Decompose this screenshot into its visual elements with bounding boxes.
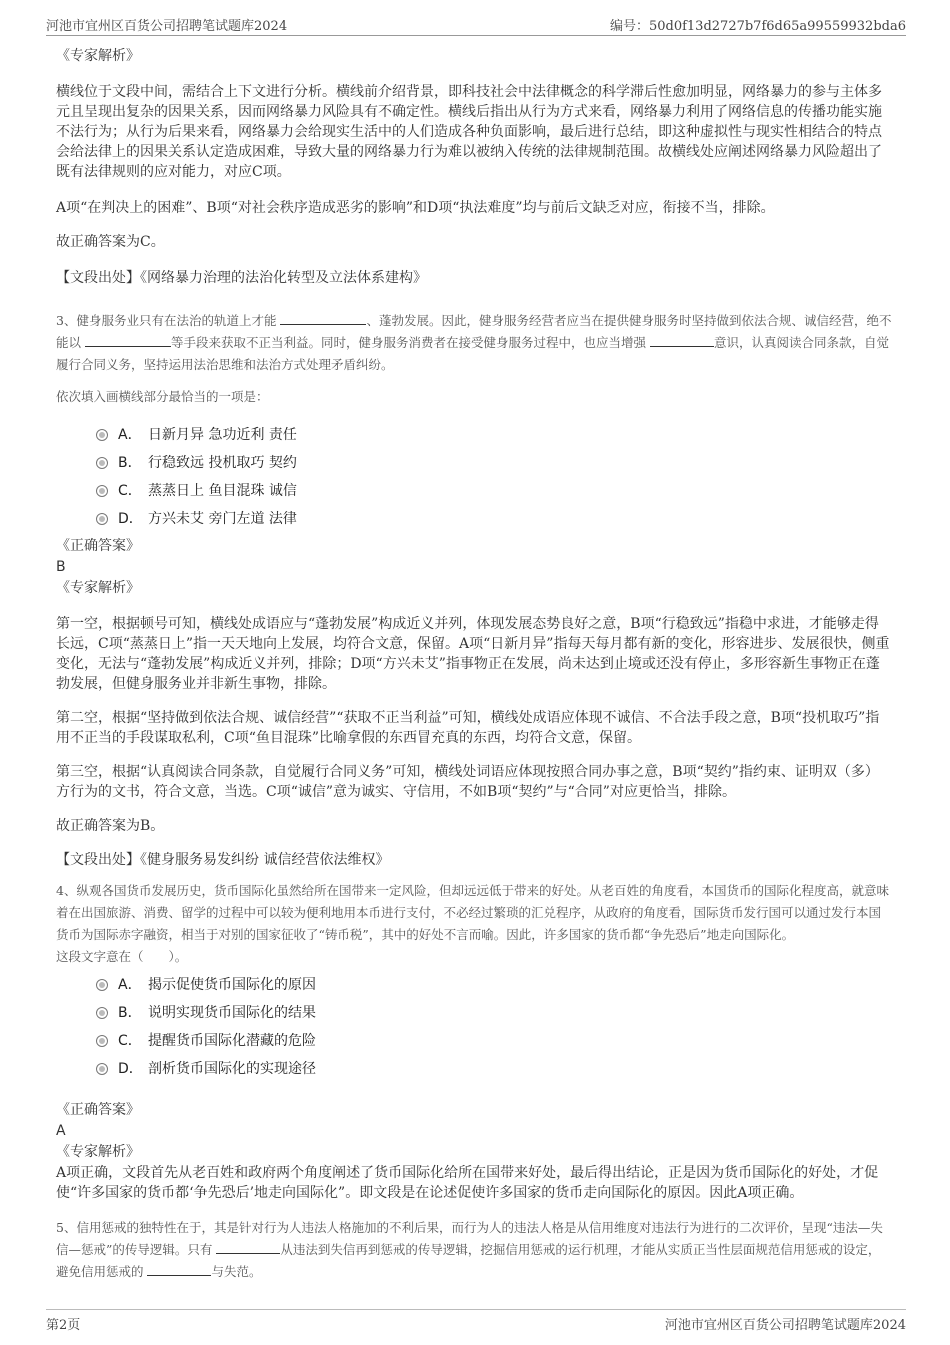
radio-button-icon[interactable] xyxy=(96,429,108,441)
analysis-paragraph: 第二空，根据“坚持做到依法合规、诚信经营”“获取不正当利益”可知，横线处成语应体现不诚信、不合法手段之意，B项“投机取巧”指用不正当的手段谋取私利，C项“鱼目混珠”比喻拿假的东西冒充真的东西，均符合文意，保留。 xyxy=(56,710,880,746)
header-title: 河池市宜州区百货公司招聘笔试题库2024 xyxy=(46,19,288,34)
header-doc-number: 编号：50d0f13d2727b7f6d65a99559932bda6 xyxy=(609,19,906,34)
blank-line xyxy=(280,311,366,325)
radio-button-icon[interactable] xyxy=(96,457,108,469)
radio-button-icon[interactable] xyxy=(96,1007,108,1019)
blank-line xyxy=(147,1262,211,1276)
analysis-paragraph: 第三空，根据“认真阅读合同条款，自觉履行合同义务”可知，横线处词语应体现按照合同办事之意，B项“契约”指约束、证明双（多）方行为的文书，符合文意，当选。C项“诚信”意为诚实、守信用，不如B项“契约”与“合同”对应更恰当，排除。 xyxy=(56,764,879,800)
answer-value: A xyxy=(56,1123,66,1139)
expert-label: 《专家解析》 xyxy=(56,580,140,596)
question-4-prompt: 这段文字意在（ ）。 xyxy=(56,949,188,964)
page-content xyxy=(56,44,892,1283)
analysis-paragraph: 第一空，根据顿号可知，横线处成语应与“蓬勃发展”构成近义并列，体现发展态势良好之意，B项“行稳致远”指稳中求进，才能够走得长远，C项“蒸蒸日上”指一天天地向上发展，均符合文意，保留。A项“日新月异”指每天每月都有新的变化，形容进步、发展很快，侧重变化，无法与“蓬勃发展”构成近义并列，排除；D项“方兴未艾”指事物正在发展，尚未达到止境或还没有停止，多形容新生事物正在蓬勃发展，但健身服务业并非新生事物，排除。 xyxy=(56,616,890,692)
option-c[interactable]: C． 提醒货币国际化潜藏的危险 xyxy=(56,1026,892,1054)
question-4-text: 4、纵观各国货币发展历史，货币国际化虽然给所在国带来一定风险，但却远远低于带来的好处。从老百姓的角度看，本国货币的国际化程度高，就意味着在出国旅游、消费、留学的过程中可以较为便利地用本币进行支付，不必经过繁琐的汇兑程序，从政府的角度看，国际货币发行国可以通过发行本国货币为国际赤字融资，相当于对别的国家征收了“铸币税”，其中的好处不言而喻。因此，许多国家的货币都“争先恐后”地走向国际化。 xyxy=(56,883,889,942)
answer-label: 《正确答案》 xyxy=(56,1102,140,1118)
radio-button-icon[interactable] xyxy=(96,513,108,525)
analysis-paragraph: A项正确，文段首先从老百姓和政府两个角度阐述了货币国际化给所在国带来好处，最后得出结论，正是因为货币国际化的好处，才促使“许多国家的货币都‘争先恐后’地走向国际化”。即文段是在论述促使许多国家的货币走向国际化的原因。因此A项正确。 xyxy=(56,1165,879,1201)
question-3-text: 3、健身服务业只有在法治的轨道上才能 、蓬勃发展。因此，健身服务经营者应当在提供健身服务时坚持做到依法合规、诚信经营，绝不能以 等手段来获取不正当利益。同时，健身服务消费者在接受健身服务过程中，也应当增强 意识，认真阅读合同条款，自觉履行合同义务，坚持运用法治思维和法治方式处理矛盾纠纷。 xyxy=(56,313,892,372)
option-a[interactable]: A． 揭示促使货币国际化的原因 xyxy=(56,970,892,998)
question-5-text: 5、信用惩戒的独特性在于，其是针对行为人违法人格施加的不利后果，而行为人的违法人格是从信用维度对违法行为进行的二次评价，呈现“违法—失信—惩戒”的传导逻辑。只有 从违法到失信再到惩戒的传导逻辑，挖掘信用惩戒的运行机理，才能从实质正当性层面规范信用惩戒的设定，避免信用惩戒的 与失范。 xyxy=(56,1220,883,1279)
answer-value: B xyxy=(56,559,66,575)
expert-label: 《专家解析》 xyxy=(56,1144,140,1160)
question-4-options xyxy=(56,970,892,1082)
page-number: 第2页 xyxy=(46,1318,81,1333)
radio-button-icon[interactable] xyxy=(96,979,108,991)
analysis-paragraph: A项“在判决上的困难”、B项“对社会秩序造成恶劣的影响”和D项“执法难度”均与前后文缺乏对应，衔接不当，排除。 xyxy=(56,200,775,216)
page-footer xyxy=(46,1309,906,1334)
option-d[interactable]: D． 方兴未艾 旁门左道 法律 xyxy=(56,504,892,532)
source-citation: 【文段出处】《网络暴力治理的法治化转型及立法体系建构》 xyxy=(56,270,427,286)
analysis-paragraph: 横线位于文段中间，需结合上下文进行分析。横线前介绍背景，即科技社会中法律概念的科学滞后性愈加明显，网络暴力的参与主体多元且呈现出复杂的因果关系，因而网络暴力风险具有不确定性。横线后指出从行为方式来看，网络暴力利用了网络信息的传播功能实施不法行为；从行为后果来看，网络暴力会给现实生活中的人们造成各种负面影响，最后进行总结，即这种虚拟性与现实性相结合的特点会给法律上的因果关系认定造成困难，导致大量的网络暴力行为难以被纳入传统的法律规制范围。故横线处应阐述网络暴力风险超出了既有法律规则的应对能力，对应C项。 xyxy=(56,84,882,180)
question-3-options xyxy=(56,420,892,532)
option-b[interactable]: B． 行稳致远 投机取巧 契约 xyxy=(56,448,892,476)
footer-title: 河池市宜州区百货公司招聘笔试题库2024 xyxy=(664,1318,906,1333)
answer-statement: 故正确答案为C。 xyxy=(56,234,165,250)
blank-line xyxy=(85,333,171,347)
blank-line xyxy=(216,1240,280,1254)
radio-button-icon[interactable] xyxy=(96,1035,108,1047)
source-citation: 【文段出处】《健身服务易发纠纷 诚信经营依法维权》 xyxy=(56,852,390,868)
question-3-prompt: 依次填入画横线部分最恰当的一项是： xyxy=(56,389,269,404)
expert-label: 《专家解析》 xyxy=(56,48,140,64)
option-b[interactable]: B． 说明实现货币国际化的结果 xyxy=(56,998,892,1026)
answer-statement: 故正确答案为B。 xyxy=(56,818,165,834)
page-header xyxy=(46,13,906,36)
blank-line xyxy=(650,333,714,347)
option-c[interactable]: C． 蒸蒸日上 鱼目混珠 诚信 xyxy=(56,476,892,504)
answer-label: 《正确答案》 xyxy=(56,538,140,554)
radio-button-icon[interactable] xyxy=(96,1063,108,1075)
option-a[interactable]: A． 日新月异 急功近利 责任 xyxy=(56,420,892,448)
option-d[interactable]: D． 剖析货币国际化的实现途径 xyxy=(56,1054,892,1082)
radio-button-icon[interactable] xyxy=(96,485,108,497)
